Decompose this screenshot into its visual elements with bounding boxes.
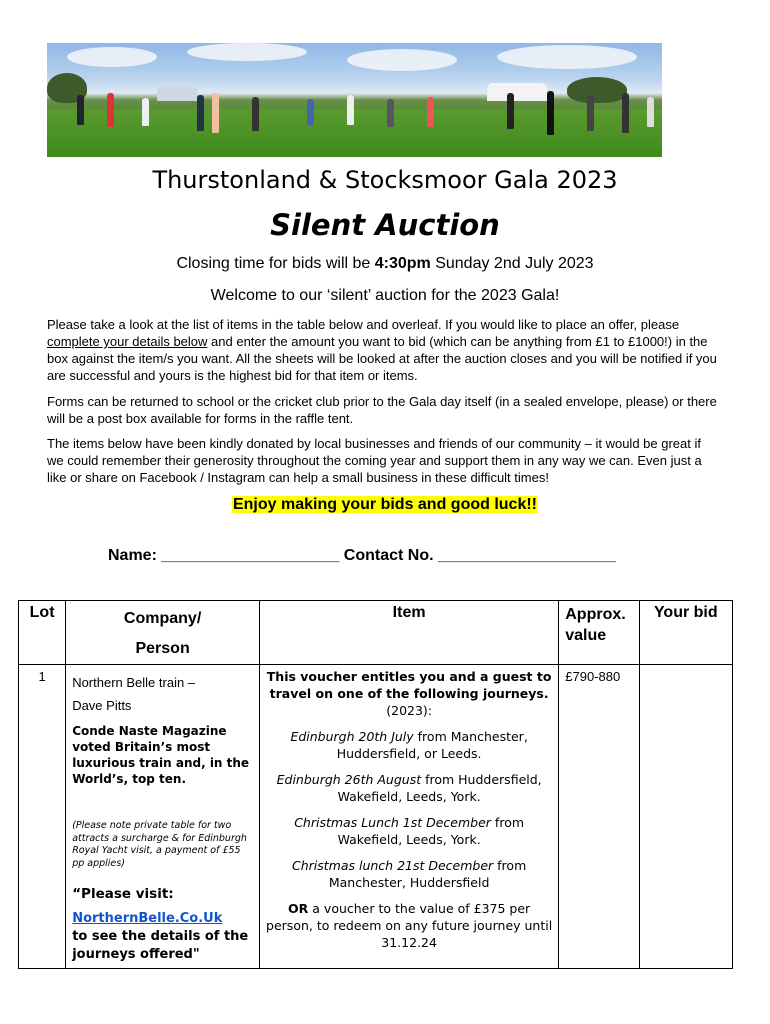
journey-3-detail: from Wakefield, Leeds, York.: [337, 815, 525, 847]
voucher-alternative: [266, 900, 552, 951]
intro-text-b: and enter the amount you want to bid (which can be anything from £1 to £1000!) in the box against the item/s you want. All the sheets will be looked at after the auction closes and you will be notified if you are successful and yours is the highest bid for that item or items.: [47, 334, 717, 383]
journey-3-title: Christmas Lunch 1st December: [294, 815, 491, 830]
welcome-line: Welcome to our ‘silent’ auction for the 2023 Gala!: [210, 287, 560, 304]
journeys-details-text: to see the details of the journeys offered": [72, 929, 249, 962]
good-luck-text: Enjoy making your bids and good luck!!: [232, 496, 538, 513]
good-luck-banner: [0, 496, 770, 514]
company-name: Northern Belle train –: [72, 675, 196, 690]
intro-text-a: Please take a look at the list of items in the table below and overleaf. If you would like to place an offer, please: [47, 317, 680, 332]
journey-2: [266, 771, 552, 805]
donors-paragraph: The items below have been kindly donated by local businesses and friends of our community – it would be great if we could remember their generosity throughout the coming year and support them in any way we can. Even just a like or share on Facebook / Instagram can help a small business in these difficult times!: [47, 436, 702, 485]
journey-4: [266, 857, 552, 891]
journey-1: [266, 728, 552, 762]
header-value-line1: Approx.: [565, 606, 626, 623]
journey-4-title: Christmas lunch 21st December: [291, 858, 494, 873]
header-your-bid: Your bid: [639, 601, 732, 665]
gala-photo-banner: [47, 43, 662, 157]
voucher-intro: [266, 668, 552, 719]
lot-number: 1: [19, 665, 66, 969]
complete-details-text: complete your details below: [47, 334, 208, 349]
header-value: [559, 601, 639, 665]
header-value-line2: value: [565, 627, 607, 644]
closing-prefix: Closing time for bids will be: [176, 255, 375, 272]
return-forms-paragraph: Forms can be returned to school or the cricket club prior to the Gala day itself (in a sealed envelope, please) or there will be a post box available for forms in the raffle tent.: [47, 394, 717, 426]
header-lot: Lot: [19, 601, 66, 665]
journey-1-detail: from Manchester, Huddersfield, or Leeds.: [336, 729, 528, 761]
or-label: OR: [288, 901, 309, 916]
please-visit-label: “Please visit:: [72, 886, 174, 902]
auction-heading: Silent Auction: [270, 208, 500, 242]
item-description-cell: [260, 665, 559, 969]
voucher-year: (2023):: [386, 703, 433, 718]
voucher-intro-bold: This voucher entitles you and a guest to travel on one of the following journeys.: [266, 669, 552, 701]
journey-2-title: Edinburgh 26th August: [276, 772, 422, 787]
name-contact-fields[interactable]: Name: ____________________ Contact No. ____________________: [108, 547, 616, 564]
journey-3: [266, 814, 552, 848]
surcharge-note: (Please note private table for two attracts a surcharge & for Edinburgh Royal Yacht visit, a payment of £55 pp applies): [72, 820, 247, 869]
journey-2-detail: from Huddersfield, Wakefield, Leeds, York.: [337, 772, 542, 804]
donor-name: Dave Pitts: [72, 698, 132, 713]
voucher-alternative-text: a voucher to the value of £375 per person, to redeem on any future journey until 31.12.24: [266, 901, 553, 950]
closing-suffix: Sunday 2nd July 2023: [430, 255, 594, 272]
northern-belle-link[interactable]: NorthernBelle.Co.Uk: [72, 911, 223, 926]
header-item: Item: [260, 601, 559, 665]
gala-title: Thurstonland & Stocksmoor Gala 2023: [152, 166, 618, 194]
company-cell: [66, 665, 260, 969]
journey-1-title: Edinburgh 20th July: [290, 729, 414, 744]
header-company-line1: Company/: [123, 610, 202, 627]
your-bid-field[interactable]: [639, 665, 732, 969]
intro-paragraph: [47, 316, 719, 384]
auction-items-table: [18, 600, 733, 969]
approx-value: £790-880: [559, 665, 639, 969]
table-row: [19, 665, 733, 969]
table-header-row: [19, 601, 733, 665]
conde-nast-note: Conde Naste Magazine voted Britain’s most luxurious train and, in the World’s, top ten.: [72, 724, 250, 786]
closing-time-line: [0, 255, 770, 273]
header-company: [66, 601, 260, 665]
header-company-line2: Person: [135, 640, 190, 657]
journey-4-detail: from Manchester, Huddersfield: [328, 858, 527, 890]
closing-time: 4:30pm: [374, 255, 431, 272]
